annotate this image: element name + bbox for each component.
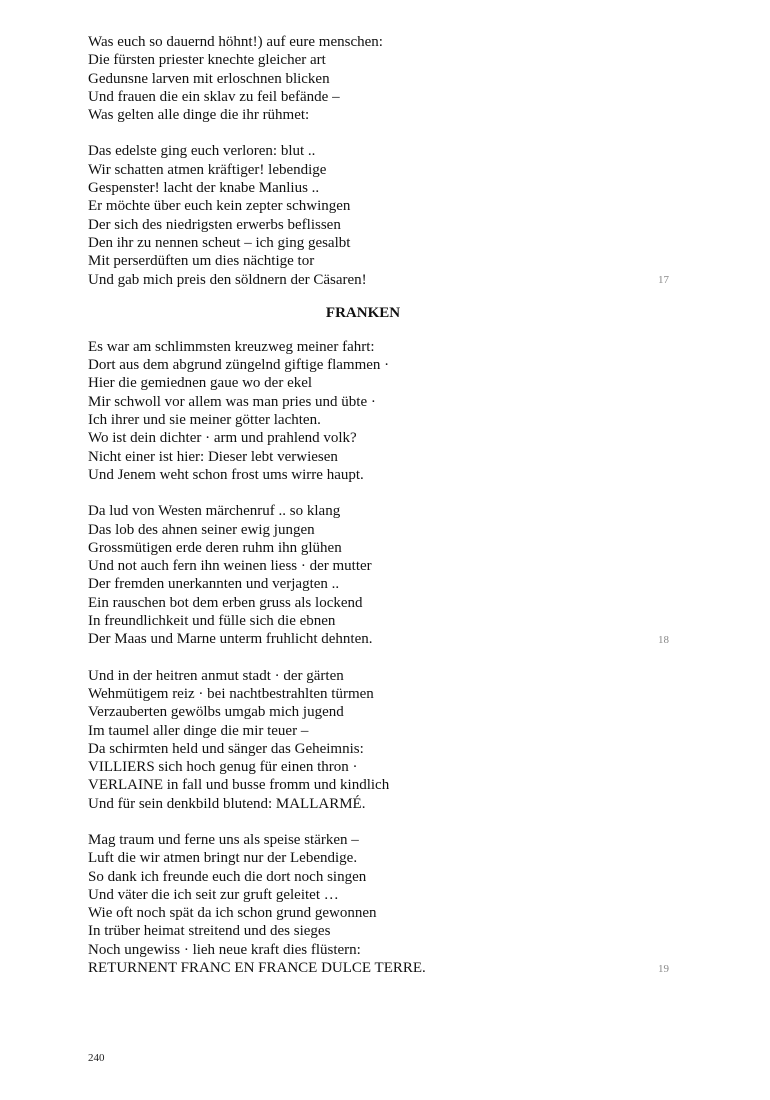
verse-line: Die fürsten priester knechte gleicher art xyxy=(88,52,326,69)
verse-line: Was gelten alle dinge die ihr rühmet: xyxy=(88,107,310,124)
verse-line: Wehmütigem reiz · bei nachtbestrahlten türmen xyxy=(88,685,374,702)
verse-line: Gespenster! lacht der knabe Manlius .. xyxy=(88,180,320,197)
stanza-gap xyxy=(88,649,678,667)
verse-line: Wo ist dein dichter · arm und prahlend volk? xyxy=(88,430,357,447)
verse-line: Da schirmten held und sänger das Geheimnis: xyxy=(88,740,364,757)
verse-line: Wie oft noch spät da ich schon grund gewonnen xyxy=(88,905,377,922)
verse-line: Das edelste ging euch verloren: blut .. xyxy=(88,143,316,160)
verse-line: Ein rauschen bot dem erben gruss als lockend xyxy=(88,594,363,611)
stanza-gap xyxy=(88,484,678,502)
verse-line: Nicht einer ist hier: Dieser lebt verwiesen xyxy=(88,448,338,465)
verse-line: Das lob des ahnen seiner ewig jungen xyxy=(88,521,315,538)
line-number: 17 xyxy=(658,274,669,287)
verse-line: In trüber heimat streitend und des sieges xyxy=(88,923,331,940)
verse-line: Mag traum und ferne uns als speise stärken – xyxy=(88,831,359,848)
verse-line: So dank ich freunde euch die dort noch singen xyxy=(88,868,367,885)
verse-line: Noch ungewiss · lieh neue kraft dies flüstern: xyxy=(88,941,361,958)
verse-line: Wir schatten atmen kräftiger! lebendige xyxy=(88,161,327,178)
verse-line: Der sich des niedrigsten erwerbs beflissen xyxy=(88,216,341,233)
verse-line: Was euch so dauernd höhnt!) auf eure menschen: xyxy=(88,34,383,50)
verse-line: Luft die wir atmen bringt nur der Lebendige. xyxy=(88,850,358,867)
verse-line: Mir schwoll vor allem was man pries und übte · xyxy=(88,393,376,410)
verse-line: Gedunsne larven mit erloschnen blicken xyxy=(88,70,330,87)
verse-line: Der Maas und Marne unterm fruhlicht dehnten. xyxy=(88,631,373,648)
verse-line: Im taumel aller dinge die mir teuer – xyxy=(88,722,309,739)
verse-line: Ich ihrer und sie meiner götter lachten. xyxy=(88,412,321,429)
franken-stanza-1 xyxy=(88,338,678,484)
verse-line: Und not auch fern ihn weinen liess · der mutter xyxy=(88,558,372,575)
verse-line: Mit perserdüften um dies nächtige tor xyxy=(88,253,315,270)
verse-line: Hier die gemiednen gaue wo der ekel xyxy=(88,375,313,392)
verse-line: In freundlichkeit und fülle sich die ebnen xyxy=(88,613,336,630)
verse-line: Und für sein denkbild blutend: MALLARMÉ. xyxy=(88,795,366,812)
verse-line: VILLIERS sich hoch genug für einen thron · xyxy=(88,759,358,776)
verse-line: Es war am schlimmsten kreuzweg meiner fahrt: xyxy=(88,338,375,355)
franken-stanza-2 xyxy=(88,502,678,648)
line-number: 19 xyxy=(658,962,669,975)
poem-page xyxy=(88,33,678,977)
stanza-2 xyxy=(88,142,678,288)
verse-line: Grossmütigen erde deren ruhm ihn glühen xyxy=(88,539,342,556)
verse-line: Er möchte über euch kein zepter schwingen xyxy=(88,198,351,215)
poem-title: FRANKEN xyxy=(325,304,401,321)
verse-line: Und väter die ich seit zur gruft geleitet … xyxy=(88,886,339,903)
verse-line: Und frauen die ein sklav zu feil befände – xyxy=(88,88,340,105)
verse-line: RETURNENT FRANC EN FRANCE DULCE TERRE. xyxy=(88,960,426,977)
stanza-1 xyxy=(88,33,678,124)
line-number: 18 xyxy=(658,634,669,647)
page-number: 240 xyxy=(88,1052,105,1064)
verse-line: Verzauberten gewölbs umgab mich jugend xyxy=(88,704,344,721)
verse-line: Und in der heitren anmut stadt · der gärten xyxy=(88,667,344,684)
verse-line: Der fremden unerkannten und verjagten .. xyxy=(88,576,340,593)
stanza-gap xyxy=(88,813,678,831)
verse-line: Den ihr zu nennen scheut – ich ging gesalbt xyxy=(88,234,351,251)
verse-line: VERLAINE in fall und busse fromm und kindlich xyxy=(88,777,390,794)
verse-line: Und Jenem weht schon frost ums wirre haupt. xyxy=(88,466,364,483)
verse-line: Dort aus dem abgrund züngelnd giftige flammen · xyxy=(88,357,390,374)
franken-stanza-3 xyxy=(88,667,678,813)
verse-line: Und gab mich preis den söldnern der Cäsaren! xyxy=(88,271,367,288)
verse-line: Da lud von Westen märchenruf .. so klang xyxy=(88,503,341,520)
franken-stanza-4 xyxy=(88,831,678,977)
stanza-gap xyxy=(88,124,678,142)
